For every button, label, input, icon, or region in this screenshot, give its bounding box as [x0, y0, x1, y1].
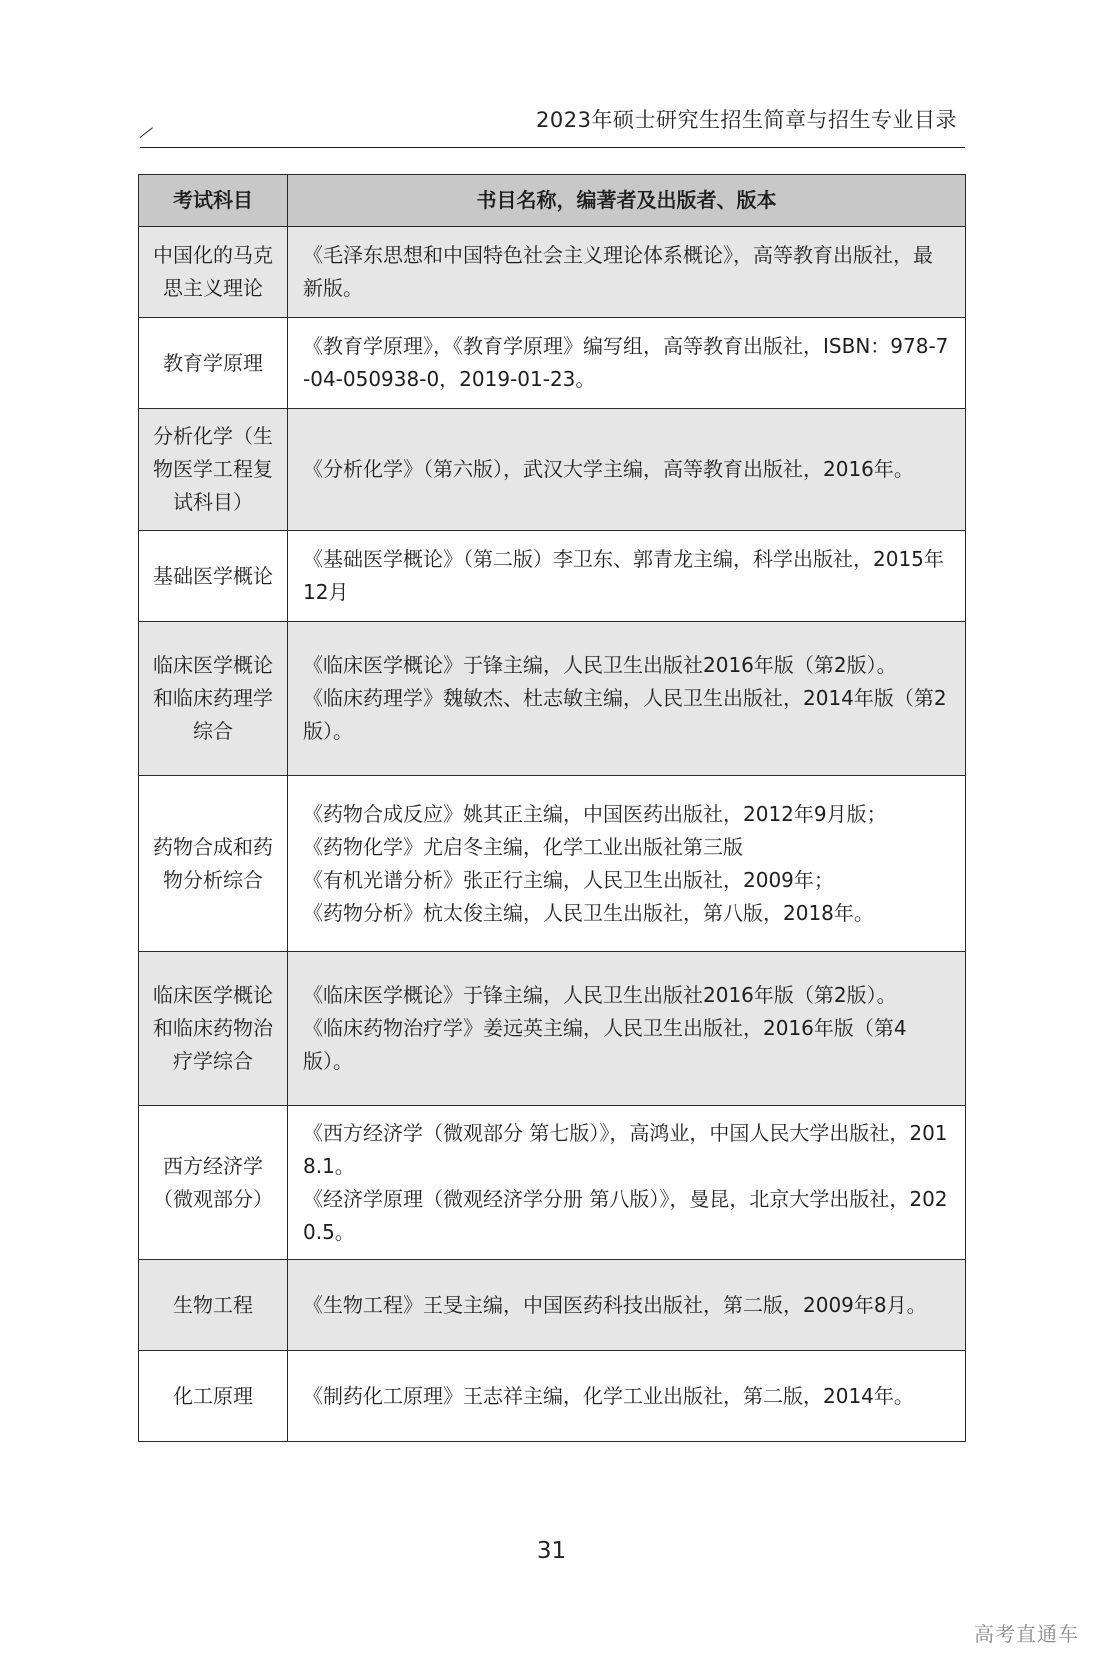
- subject-cell: [139, 409, 288, 531]
- table-row: [139, 622, 966, 776]
- books-cell: [288, 227, 966, 318]
- table-row: [139, 318, 966, 409]
- subject-text: 中国化的马克思主义理论: [153, 243, 273, 300]
- subject-cell: [139, 622, 288, 776]
- book-entry: 《临床药物治疗学》姜远英主编，人民卫生出版社，2016年版（第4版）。: [303, 1016, 907, 1073]
- table-row: [139, 409, 966, 531]
- subject-cell: [139, 952, 288, 1106]
- book-entry: 《毛泽东思想和中国特色社会主义理论体系概论》，高等教育出版社，最新版。: [303, 243, 933, 300]
- page-header-title: 2023年硕士研究生招生简章与招生专业目录: [536, 108, 957, 132]
- subject-cell: [139, 1351, 288, 1442]
- books-cell: [288, 776, 966, 952]
- table-row: [139, 1260, 966, 1351]
- books-cell: [288, 1106, 966, 1260]
- book-entry: 《教育学原理》，《教育学原理》编写组，高等教育出版社，ISBN：978-7-04-050938-0，2019-01-23。: [303, 334, 949, 391]
- book-entry: 《药物化学》尤启冬主编，化学工业出版社第三版: [303, 834, 743, 859]
- subject-text: 基础医学概论: [153, 563, 273, 588]
- subject-text: 药物合成和药物分析综合: [153, 834, 273, 892]
- column-header-subject: 考试科目: [139, 175, 288, 227]
- subject-cell: [139, 1106, 288, 1260]
- table-row: [139, 776, 966, 952]
- book-entry: 《有机光谱分析》张正行主编，人民卫生出版社，2009年；: [303, 867, 834, 892]
- book-entry: 《制药化工原理》王志祥主编，化学工业出版社，第二版，2014年。: [303, 1383, 914, 1408]
- book-entry: 《生物工程》王旻主编，中国医药科技出版社，第二版，2009年8月。: [303, 1292, 927, 1317]
- column-header-books: 书目名称，编著者及出版者、版本: [288, 175, 966, 227]
- reference-books-table: [138, 174, 966, 1442]
- books-cell: [288, 409, 966, 531]
- subject-cell: [139, 227, 288, 318]
- subject-text: 生物工程: [173, 1292, 253, 1317]
- table-row: [139, 227, 966, 318]
- page-number: 31: [536, 1538, 567, 1564]
- table-row: [139, 1106, 966, 1260]
- table-row: [139, 531, 966, 622]
- subject-cell: [139, 318, 288, 409]
- book-entry: 《临床药理学》魏敏杰、杜志敏主编，人民卫生出版社，2014年版（第2版）。: [303, 686, 947, 743]
- book-entry: 《基础医学概论》（第二版）李卫东、郭青龙主编，科学出版社，2015年12月: [303, 547, 944, 604]
- table-header-row: [139, 175, 966, 227]
- subject-text: 教育学原理: [163, 350, 263, 375]
- books-cell: [288, 318, 966, 409]
- subject-text: 临床医学概论和临床药理学综合: [153, 653, 273, 743]
- book-entry: 《西方经济学（微观部分 第七版）》，高鸿业，中国人民大学出版社，2018.1。: [303, 1120, 948, 1178]
- book-entry: 《分析化学》（第六版），武汉大学主编，高等教育出版社，2016年。: [303, 457, 914, 481]
- book-entry: 《药物分析》杭太俊主编，人民卫生出版社，第八版，2018年。: [303, 900, 874, 925]
- header-rule: [140, 147, 965, 148]
- subject-text: 化工原理: [173, 1383, 253, 1408]
- subject-cell: [139, 1260, 288, 1351]
- books-cell: [288, 1351, 966, 1442]
- book-entry: 《经济学原理（微观经济学分册 第八版）》，曼昆，北京大学出版社，2020.5。: [303, 1186, 948, 1244]
- watermark-text: 高考直通车: [974, 1622, 1079, 1646]
- subject-cell: [139, 531, 288, 622]
- header-decoration-tick: [140, 127, 153, 138]
- books-cell: [288, 622, 966, 776]
- books-cell: [288, 1260, 966, 1351]
- subject-text: 分析化学（生物医学工程复试科目）: [153, 424, 273, 514]
- books-cell: [288, 531, 966, 622]
- book-entry: 《临床医学概论》于锋主编，人民卫生出版社2016年版（第2版）。: [303, 653, 897, 677]
- subject-cell: [139, 776, 288, 952]
- table-row: [139, 1351, 966, 1442]
- book-entry: 《临床医学概论》于锋主编，人民卫生出版社2016年版（第2版）。: [303, 983, 897, 1007]
- books-cell: [288, 952, 966, 1106]
- book-entry: 《药物合成反应》姚其正主编，中国医药出版社，2012年9月版；: [303, 801, 887, 826]
- subject-text: 西方经济学（微观部分）: [153, 1153, 273, 1211]
- subject-text: 临床医学概论和临床药物治疗学综合: [153, 983, 273, 1073]
- table-row: [139, 952, 966, 1106]
